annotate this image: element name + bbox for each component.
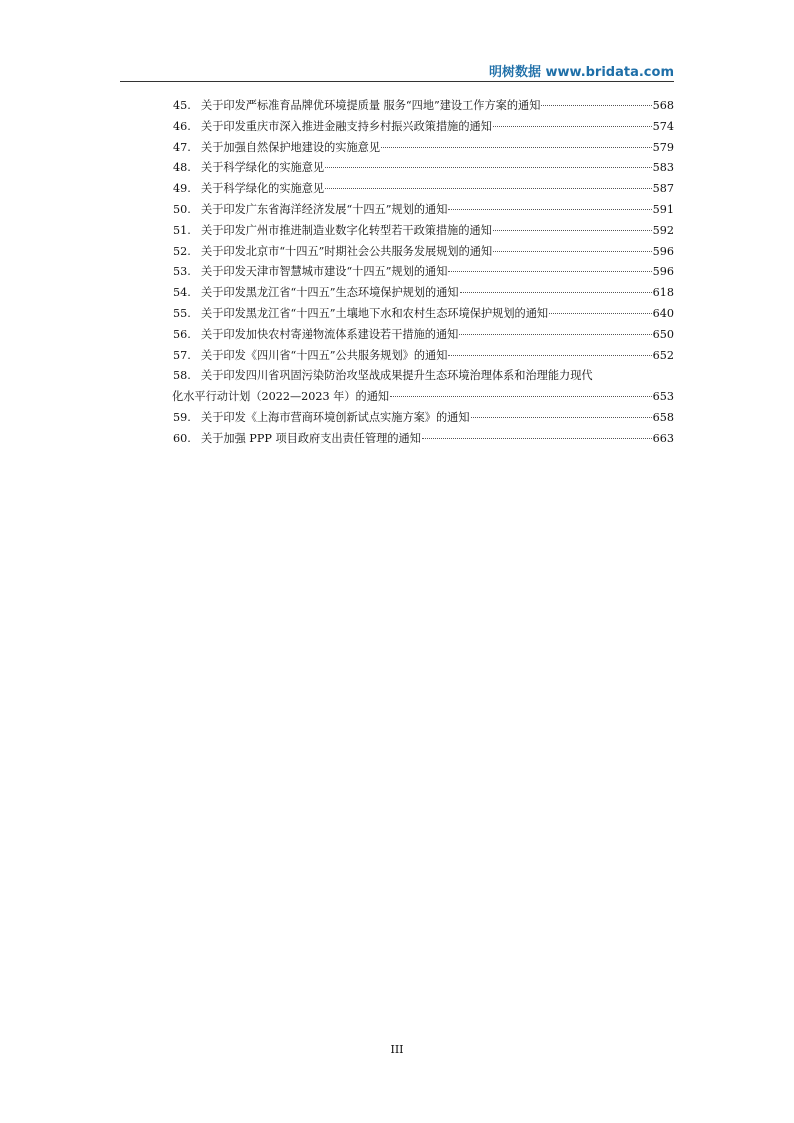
toc-entry-title: 关于印发《四川省“十四五”公共服务规划》的通知: [201, 348, 448, 362]
toc-entry[interactable]: [173, 325, 674, 346]
toc-dot-leader: [325, 167, 652, 168]
toc-page-number: 587: [652, 182, 674, 196]
toc-line: [173, 304, 674, 325]
toc-entry-number: 57.: [173, 348, 191, 362]
toc-entry-title: 关于科学绿化的实施意见: [201, 182, 325, 196]
toc-entry-title: 关于印发加快农村寄递物流体系建设若干措施的通知: [201, 327, 459, 341]
toc-entry[interactable]: [173, 242, 674, 263]
toc-line: [173, 242, 674, 263]
toc-dot-leader: [493, 126, 652, 127]
toc-dot-leader: [459, 334, 651, 335]
toc-entry-title: 关于科学绿化的实施意见: [201, 161, 325, 175]
toc-entry-number: 46.: [173, 119, 191, 133]
toc-line: [173, 158, 674, 179]
toc-entry-title-continued: 化水平行动计划（2022—2023 年）的通知: [172, 390, 390, 404]
toc-line: [173, 366, 674, 387]
toc-page-number: 592: [652, 223, 674, 237]
toc-line: [173, 221, 674, 242]
toc-dot-leader: [390, 396, 652, 397]
toc-entry-number: 55.: [173, 306, 191, 320]
toc-entry-number: 59.: [173, 410, 191, 424]
toc-entry-number: 45.: [173, 99, 191, 112]
toc-entry-number: 50.: [173, 202, 191, 216]
header-brand: 明树数据 www.bridata.com: [488, 65, 674, 80]
toc-entry[interactable]: [173, 158, 674, 179]
toc-page-number: 663: [652, 431, 674, 445]
toc-entry-title: 关于印发广州市推进制造业数字化转型若干政策措施的通知: [201, 223, 492, 237]
toc-line: [172, 387, 674, 408]
toc-page-number: 583: [652, 161, 674, 175]
toc-entry[interactable]: [173, 96, 674, 117]
toc-entry[interactable]: [173, 429, 674, 450]
toc-dot-leader: [541, 105, 651, 106]
toc-entry-number: 49.: [173, 182, 191, 196]
toc-entry[interactable]: [173, 408, 674, 429]
toc-dot-leader: [325, 188, 652, 189]
toc-dot-leader: [448, 209, 651, 210]
toc-page-number: 650: [652, 327, 674, 341]
toc-entry-number: 52.: [173, 244, 191, 258]
toc-entry[interactable]: [173, 117, 674, 138]
toc-entry-title: 关于加强自然保护地建设的实施意见: [201, 140, 381, 154]
toc-line: [173, 262, 674, 283]
toc-entry-number: 47.: [173, 140, 191, 154]
toc-line: [173, 200, 674, 221]
header-rule: [120, 81, 674, 82]
toc-page-number: 653: [652, 390, 674, 404]
toc-dot-leader: [471, 417, 652, 418]
toc-entry-number: 51.: [173, 223, 191, 237]
toc-line: [173, 325, 674, 346]
toc-entry-title: 关于加强 PPP 项目政府支出责任管理的通知: [201, 431, 421, 445]
toc-page-number: 596: [652, 265, 674, 279]
toc-entry-title: 关于印发黑龙江省“十四五”生态环境保护规划的通知: [201, 286, 459, 300]
table-of-contents: [173, 96, 674, 450]
toc-line: [173, 408, 674, 429]
toc-dot-leader: [460, 292, 652, 293]
toc-entry[interactable]: [173, 221, 674, 242]
toc-entry[interactable]: [173, 179, 674, 200]
toc-dot-leader: [493, 251, 652, 252]
toc-page-number: 574: [652, 119, 674, 133]
toc-entry[interactable]: [173, 138, 674, 159]
toc-page-number: 568: [652, 99, 674, 112]
toc-line: [173, 138, 674, 159]
toc-dot-leader: [493, 230, 652, 231]
toc-line: [173, 346, 674, 367]
toc-line: [173, 179, 674, 200]
toc-entry[interactable]: [173, 304, 674, 325]
toc-entry-title: 关于印发严标准育品牌优环境提质量 服务“四地”建设工作方案的通知: [201, 99, 541, 112]
toc-entry-title: 关于印发四川省巩固污染防治攻坚战成果提升生态环境治理体系和治理能力现代: [201, 369, 593, 383]
toc-entry-number: 60.: [173, 431, 191, 445]
toc-dot-leader: [448, 271, 651, 272]
toc-dot-leader: [448, 355, 651, 356]
toc-line: [173, 283, 674, 304]
toc-entry-number: 53.: [173, 265, 191, 279]
toc-entry-title: 关于印发黑龙江省“十四五”土壤地下水和农村生态环境保护规划的通知: [201, 306, 549, 320]
toc-page-number: 640: [652, 306, 674, 320]
toc-page-number: 596: [652, 244, 674, 258]
toc-entry-number: 54.: [173, 286, 191, 300]
toc-entry[interactable]: [173, 366, 674, 408]
toc-dot-leader: [381, 147, 652, 148]
toc-page-number: 652: [652, 348, 674, 362]
toc-entry-number: 58.: [173, 369, 191, 383]
toc-dot-leader: [549, 313, 652, 314]
toc-line: [173, 96, 674, 117]
toc-entry[interactable]: [173, 200, 674, 221]
toc-line: [173, 117, 674, 138]
toc-entry-number: 56.: [173, 327, 191, 341]
toc-entry-title: 关于印发广东省海洋经济发展“十四五”规划的通知: [201, 202, 448, 216]
toc-page-number: 591: [652, 202, 674, 216]
toc-page-number: 579: [652, 140, 674, 154]
toc-entry-title: 关于印发《上海市营商环境创新试点实施方案》的通知: [201, 410, 470, 424]
toc-entry-title: 关于印发重庆市深入推进金融支持乡村振兴政策措施的通知: [201, 119, 492, 133]
toc-line: [173, 429, 674, 450]
toc-page-number: 658: [652, 410, 674, 424]
toc-entry-title: 关于印发北京市“十四五”时期社会公共服务发展规划的通知: [201, 244, 493, 258]
toc-entry-title: 关于印发天津市智慧城市建设“十四五”规划的通知: [201, 265, 448, 279]
toc-entry[interactable]: [173, 346, 674, 367]
toc-entry[interactable]: [173, 283, 674, 304]
page-number: III: [390, 1043, 404, 1056]
toc-dot-leader: [422, 438, 652, 439]
toc-entry[interactable]: [173, 262, 674, 283]
toc-entry-number: 48.: [173, 161, 191, 175]
toc-page-number: 618: [652, 286, 674, 300]
